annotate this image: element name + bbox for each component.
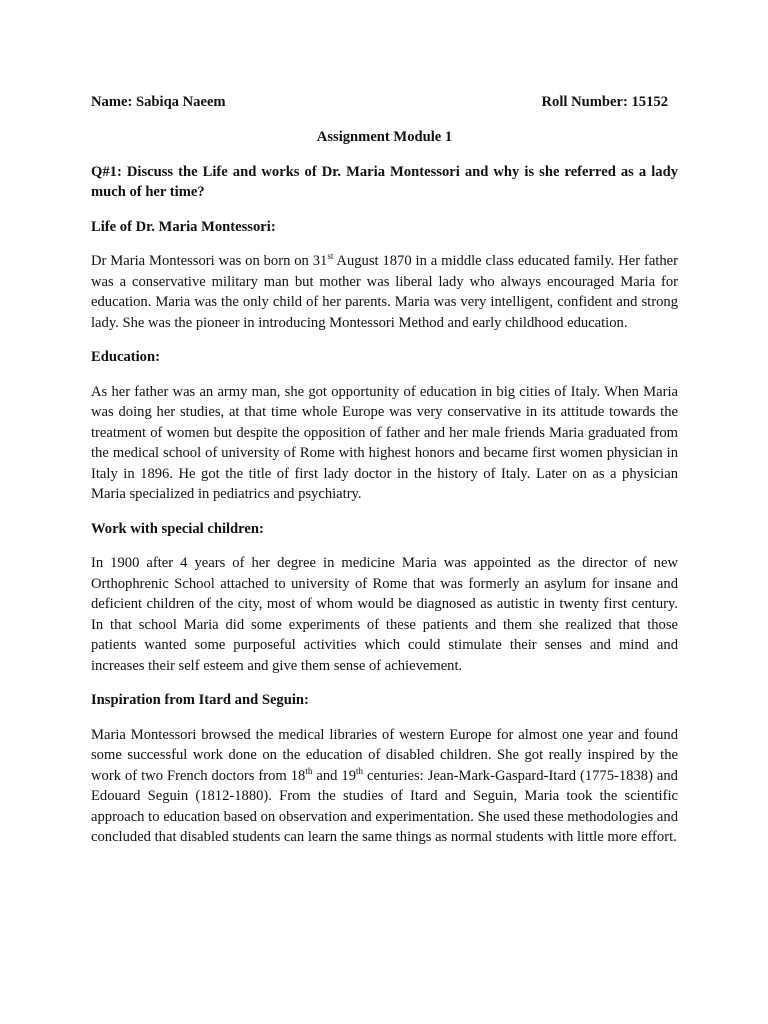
superscript-th-2: th [356,765,364,776]
assignment-title: Assignment Module 1 [316,129,453,145]
paragraph-life [91,251,678,333]
heading-life: Life of Dr. Maria Montessori: [91,218,276,235]
paragraph-inspiration-part-1: Maria Montessori browsed the medical libraries of western Europe for almost one year and found some successful work done on the education of disabled children. She got really inspired by the work of two French doctors from 18 [91,726,678,784]
header-row [91,92,668,112]
heading-work: Work with special children: [91,520,264,537]
paragraph-inspiration-part-2: and 19 [312,767,356,784]
question-text: Q#1: Discuss the Life and works of Dr. Maria Montessori and why is she referred as a lady much of her time? [91,163,678,200]
paragraph-life-part-2: August 1870 in a middle class educated family. Her father was a conservative military man but mother was liberal lady who always encouraged Maria for education. Maria was the only child of her parents. Maria was very intelligent, confident and strong lady. She was the pioneer in introducing Montessori Method and early childhood education. [91,253,678,331]
student-name: Name: Sabiqa Naeem [91,94,226,110]
heading-education: Education: [91,349,160,365]
paragraph-life-part-1: Dr Maria Montessori was on born on 31 [91,253,328,269]
paragraph-education: As her father was an army man, she got opportunity of education in big cities of Italy. When Maria was doing her studies, at that time whole Europe was very conservative in its attitude towards the treatment of women but despite the opposition of father and her male friends Maria graduated from the medical school of university of Rome with highest honors and became first women physician in Italy in 1896. He got the title of first lady doctor in the history of Italy. Later on as a physician Maria specialized in pediatrics and psychiatry. [91,383,678,502]
paragraph-inspiration-part-3: centuries: Jean-Mark-Gaspard-Itard (1775-1838) and Edouard Seguin (1812-1880). From the studies of Itard and Seguin, Maria took the scientific approach to education based on observation and experimentation. She used these methodologies and concluded that disabled students can learn the same things as normal students with little more effort. [91,767,678,845]
heading-inspiration: Inspiration from Itard and Seguin: [91,692,309,708]
document-page [91,92,678,848]
roll-number: Roll Number: 15152 [541,94,668,110]
superscript-st: st [327,251,334,262]
paragraph-work: In 1900 after 4 years of her degree in medicine Maria was appointed as the director of new Orthophrenic School attached to university of Rome that was formerly an asylum for insane and deficient children of the city, most of whom would be diagnosed as autistic in twenty first century. In that school Maria did some experiments of these patients and them she realized that those patients wanted some purposeful activities which could stimulate their senses and mind and increases their self esteem and give them sense of achievement. [91,555,678,674]
paragraph-inspiration [91,725,678,848]
superscript-th-1: th [305,765,313,776]
